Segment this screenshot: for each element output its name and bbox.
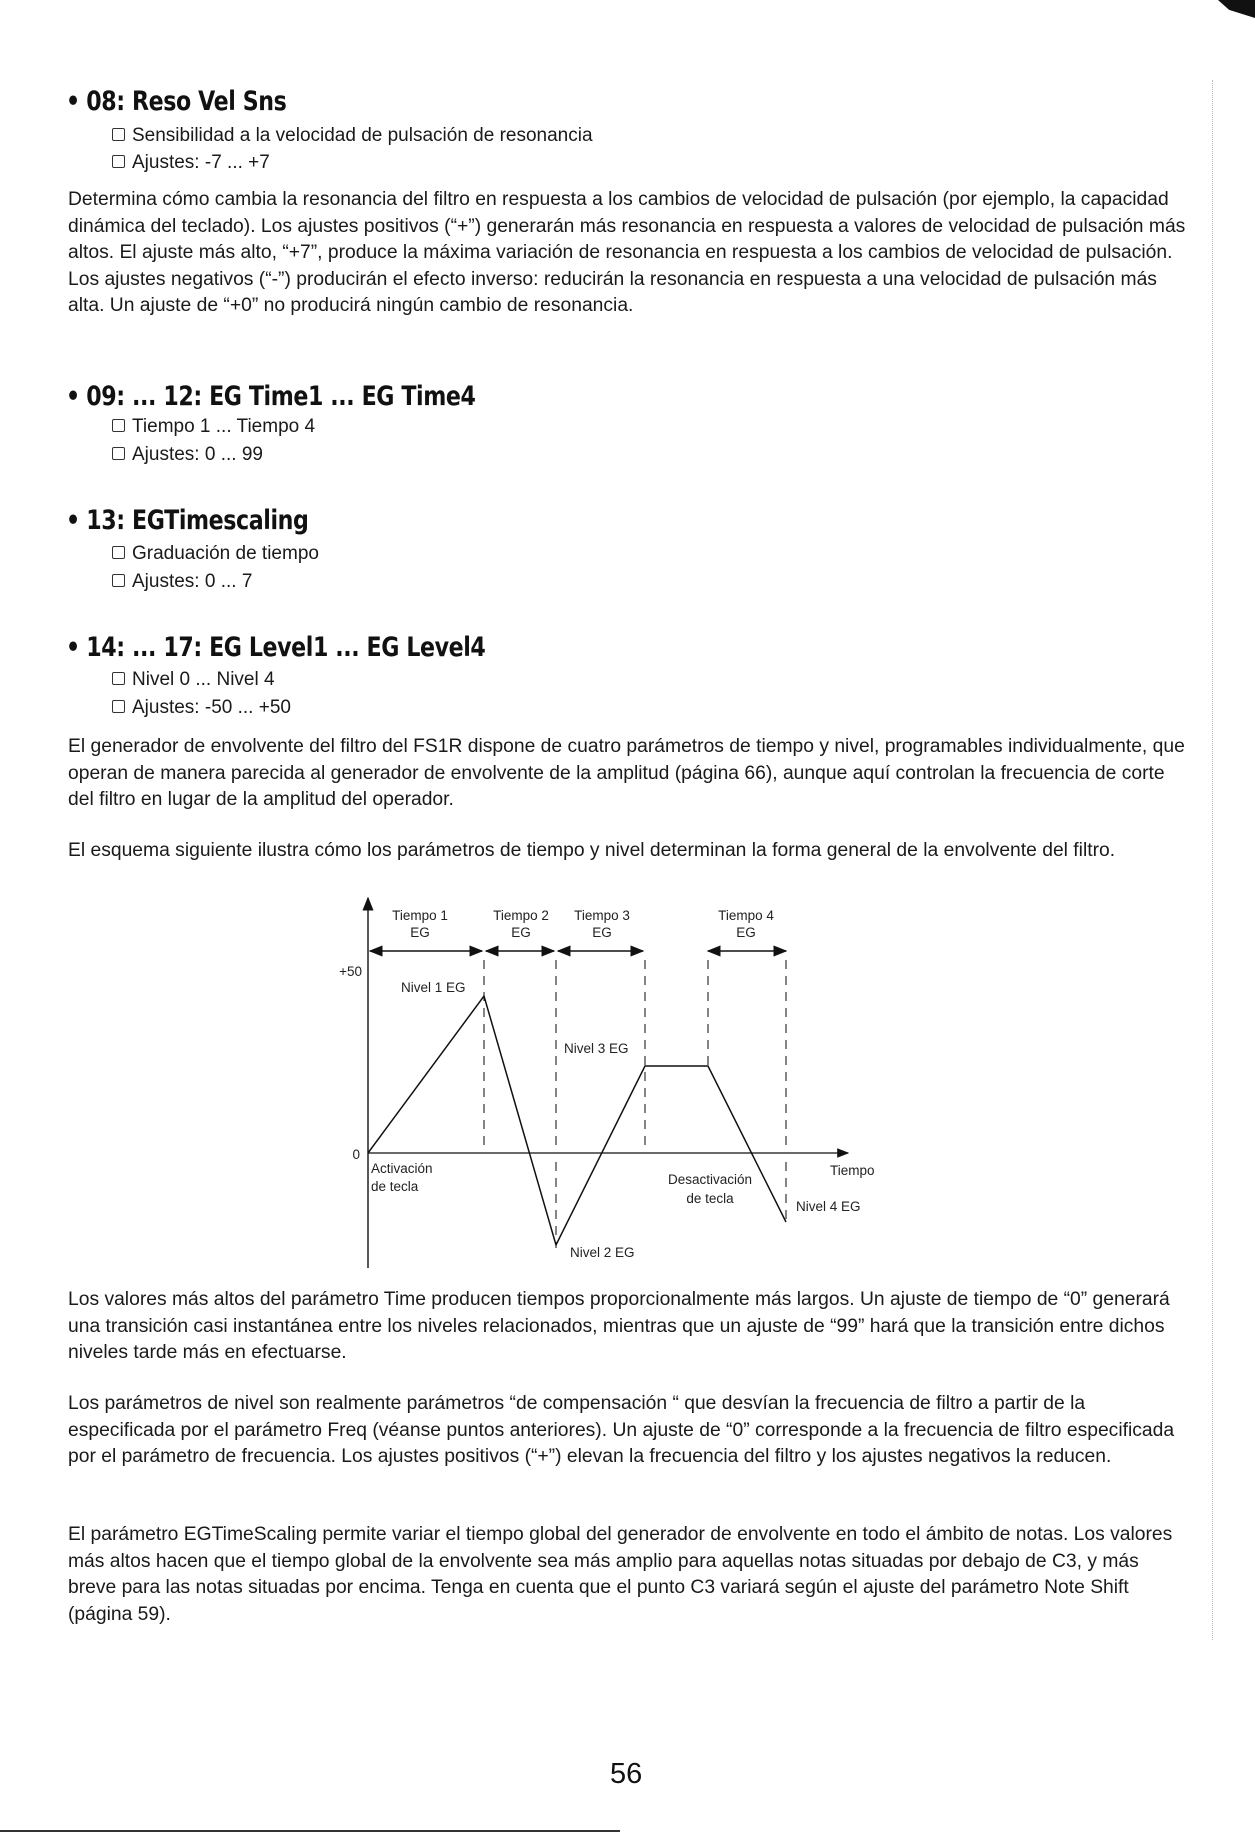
time4-eg-label: EG xyxy=(736,925,756,940)
sub-item: Ajustes: -50 ... +50 xyxy=(112,694,291,722)
y-max-label: +50 xyxy=(339,964,362,979)
level1-label: Nivel 1 EG xyxy=(401,980,466,995)
paragraph-reso-vel-sns: Determina cómo cambia la resonancia del filtro en respuesta a los cambios de velocidad de pulsación (por ejemplo, la capacidad dinámica del teclado). Los ajustes positivos (“+”) generarán más resonancia en respuesta a valores de velocidad de pulsación más altos. El ajuste más alto, “+7”, produce la máxima variación de resonancia en respuesta a los cambios de velocidad de pulsación. Los ajustes negativos (“-”) producirán el efecto inverso: reducirán la resonancia en respuesta a una velocidad de pulsación más alta. Un ajuste de “+0” no producirá ningún cambio de resonancia. xyxy=(68,189,1186,316)
bottom-rule xyxy=(0,1830,620,1832)
key-off-label: Desactivación xyxy=(667,1172,753,1187)
sub-item: Ajustes: -7 ... +7 xyxy=(112,149,270,177)
level2-label: Nivel 2 EG xyxy=(570,1245,635,1260)
level3-label: Nivel 3 EG xyxy=(564,1041,629,1056)
sub-item: Nivel 0 ... Nivel 4 xyxy=(112,666,275,694)
sub-item: Tiempo 1 ... Tiempo 4 xyxy=(112,413,315,441)
key-off-label-line2: de tecla xyxy=(686,1191,734,1206)
page-number: 56 xyxy=(610,1758,643,1790)
sub-item: Sensibilidad a la velocidad de pulsación de resonancia xyxy=(112,122,593,150)
heading-eg-level: • 14: ... 17: EG Level1 ... EG Level4 xyxy=(66,632,486,663)
heading-reso-vel-sns: • 08: Reso Vel Sns xyxy=(66,86,287,117)
time2-eg-label: EG xyxy=(511,925,531,940)
paragraph-eg-level-intro: El generador de envolvente del filtro del FS1R dispone de cuatro parámetros de tiempo y nivel, programables individualmente, que operan de manera parecida al generador de envolvente de la amplitud (página 66), aunque aquí controlan la frecuencia de corte del filtro en lugar de la amplitud del operador. xyxy=(68,736,1185,810)
key-on-label-line2: de tecla xyxy=(371,1179,419,1194)
heading-eg-time: • 09: ... 12: EG Time1 ... EG Time4 xyxy=(66,381,476,412)
sub-item: Graduación de tiempo xyxy=(112,540,319,568)
time1-eg-label: EG xyxy=(410,925,430,940)
time4-label: Tiempo 4 xyxy=(718,908,774,923)
time2-label: Tiempo 2 xyxy=(493,908,549,923)
x-axis-label: Tiempo xyxy=(830,1163,875,1178)
time3-label: Tiempo 3 xyxy=(574,908,630,923)
paragraph-diagram-intro: El esquema siguiente ilustra cómo los parámetros de tiempo y nivel determinan la forma general de la envolvente del filtro. xyxy=(68,840,1116,861)
paragraph-level-offset: Los parámetros de nivel son realmente parámetros “de compensación “ que desvían la frecuencia de filtro a partir de la especificada por el parámetro Freq (véanse puntos anteriores). Un ajuste de “0” corresponde a la frecuencia de filtro especificada por el parámetro de frecuencia. Los ajustes positivos (“+”) elevan la frecuencia del filtro y los ajustes negativos la reducen. xyxy=(68,1393,1175,1467)
time3-eg-label: EG xyxy=(592,925,612,940)
time-guide-lines xyxy=(484,960,786,1248)
paragraph-timescaling: El parámetro EGTimeScaling permite variar el tiempo global del generador de envolvente en todo el ámbito de notas. Los valores más altos hacen que el tiempo global de la envolvente sea más amplio para aquellas notas situadas por debajo de C3, y más breve para las notas situadas por encima. Tenga en cuenta que el punto C3 variará según el ajuste del parámetro Note Shift (página 59). xyxy=(68,1524,1173,1625)
heading-eg-timescaling: • 13: EGTimescaling xyxy=(66,505,309,536)
level4-label: Nivel 4 EG xyxy=(796,1199,861,1214)
envelope-curve xyxy=(368,996,786,1245)
time1-label: Tiempo 1 xyxy=(392,908,448,923)
sub-item: Ajustes: 0 ... 7 xyxy=(112,568,252,596)
sub-item: Ajustes: 0 ... 99 xyxy=(112,441,263,469)
y-zero-label: 0 xyxy=(352,1147,360,1162)
key-on-label: Activación xyxy=(371,1161,433,1176)
paragraph-time-values: Los valores más altos del parámetro Time producen tiempos proporcionalmente más largos. Un ajuste de tiempo de “0” generará una transición casi instantánea entre los niveles relacionados, mientras que un ajuste de “99” hará que la transición entre dichos niveles tarde más en efectuarse. xyxy=(68,1289,1170,1363)
